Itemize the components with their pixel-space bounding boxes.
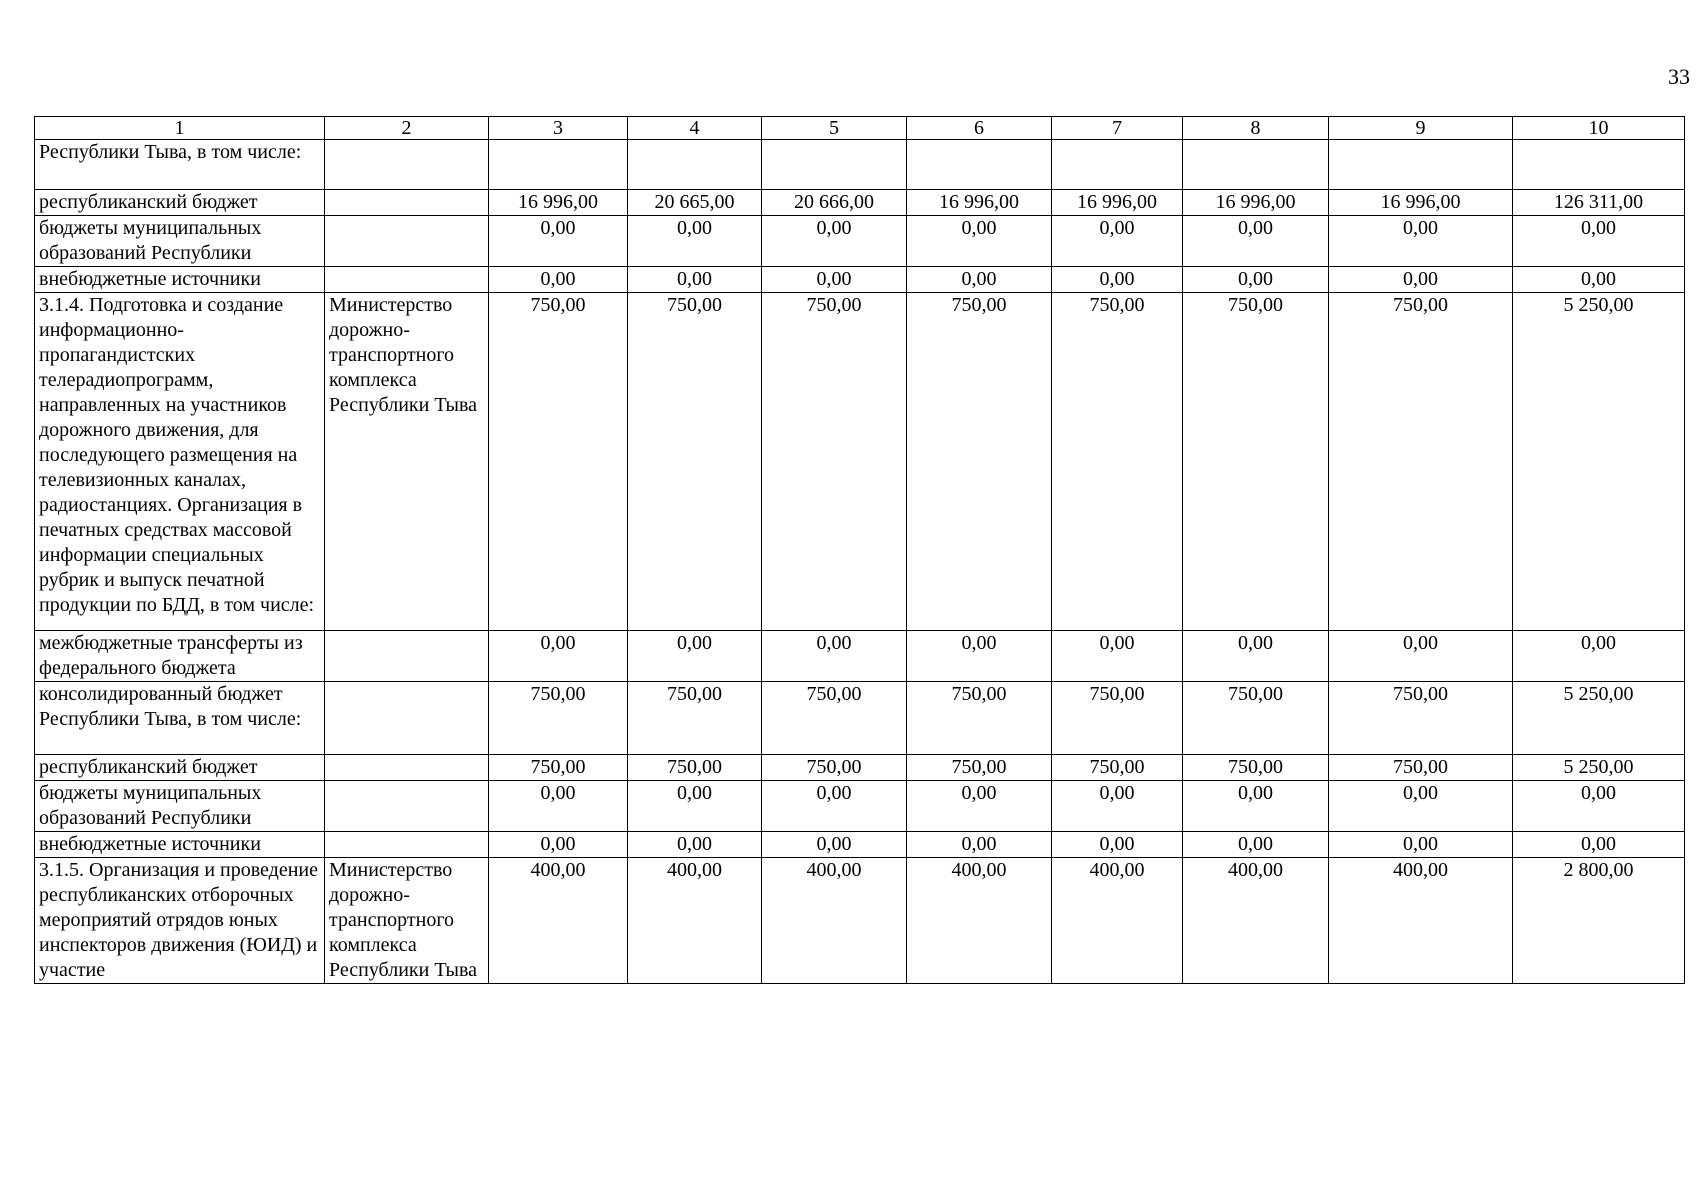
value-cell — [1183, 140, 1329, 190]
value-cell: 750,00 — [628, 293, 762, 631]
row-label: бюджеты муниципальных образований Республики — [35, 216, 325, 267]
responsible-executor — [325, 190, 489, 216]
value-cell — [1513, 140, 1685, 190]
value-cell: 750,00 — [762, 682, 907, 755]
page-number: 33 — [1668, 64, 1690, 89]
value-cell: 750,00 — [907, 682, 1052, 755]
value-cell: 750,00 — [628, 755, 762, 781]
value-cell: 0,00 — [1183, 267, 1329, 293]
table-row — [35, 682, 1685, 755]
value-cell: 5 250,00 — [1513, 755, 1685, 781]
table-row — [35, 190, 1685, 216]
value-cell: 0,00 — [907, 631, 1052, 682]
value-cell: 750,00 — [1329, 755, 1513, 781]
value-cell: 16 996,00 — [1052, 190, 1183, 216]
value-cell: 0,00 — [1183, 631, 1329, 682]
responsible-executor — [325, 267, 489, 293]
column-header: 2 — [325, 117, 489, 140]
value-cell: 750,00 — [1183, 293, 1329, 631]
value-cell: 16 996,00 — [907, 190, 1052, 216]
value-cell: 750,00 — [628, 682, 762, 755]
value-cell: 750,00 — [907, 293, 1052, 631]
value-cell: 400,00 — [489, 858, 628, 984]
value-cell: 0,00 — [1329, 216, 1513, 267]
value-cell: 0,00 — [1183, 781, 1329, 832]
row-label: консолидированный бюджет Республики Тыва, в том числе: — [35, 682, 325, 755]
value-cell: 126 311,00 — [1513, 190, 1685, 216]
value-cell: 0,00 — [1513, 832, 1685, 858]
value-cell — [1052, 140, 1183, 190]
header-row — [35, 117, 1685, 140]
value-cell: 0,00 — [907, 832, 1052, 858]
value-cell: 16 996,00 — [489, 190, 628, 216]
value-cell: 750,00 — [489, 755, 628, 781]
value-cell: 0,00 — [1329, 832, 1513, 858]
value-cell: 0,00 — [628, 216, 762, 267]
value-cell: 0,00 — [907, 781, 1052, 832]
value-cell: 0,00 — [1513, 216, 1685, 267]
table-row — [35, 781, 1685, 832]
column-header: 4 — [628, 117, 762, 140]
value-cell: 0,00 — [762, 267, 907, 293]
value-cell: 0,00 — [489, 832, 628, 858]
value-cell: 0,00 — [489, 267, 628, 293]
value-cell: 750,00 — [762, 755, 907, 781]
value-cell: 0,00 — [762, 832, 907, 858]
row-label: республиканский бюджет — [35, 755, 325, 781]
row-label: 3.1.4. Подготовка и создание информационно-пропагандистских телерадиопрограмм, направленных на участников дорожного движения, для последующего размещения на телевизионных каналах, радиостанциях. Организация в печатных средствах массовой информации специальных рубрик и выпуск печатной продукции по БДД, в том числе: — [35, 293, 325, 631]
value-cell: 0,00 — [762, 631, 907, 682]
value-cell: 750,00 — [1052, 682, 1183, 755]
table-row — [35, 216, 1685, 267]
value-cell: 2 800,00 — [1513, 858, 1685, 984]
value-cell: 0,00 — [1329, 267, 1513, 293]
value-cell: 750,00 — [1329, 293, 1513, 631]
table-row — [35, 755, 1685, 781]
value-cell: 0,00 — [1513, 631, 1685, 682]
value-cell: 750,00 — [907, 755, 1052, 781]
responsible-executor: Министерство дорожно-транспортного комплекса Республики Тыва — [325, 858, 489, 984]
value-cell: 400,00 — [1052, 858, 1183, 984]
value-cell: 0,00 — [489, 781, 628, 832]
value-cell — [489, 140, 628, 190]
responsible-executor — [325, 631, 489, 682]
value-cell: 0,00 — [628, 832, 762, 858]
value-cell: 0,00 — [1052, 267, 1183, 293]
value-cell: 0,00 — [1052, 781, 1183, 832]
responsible-executor — [325, 216, 489, 267]
value-cell: 0,00 — [628, 267, 762, 293]
value-cell: 750,00 — [762, 293, 907, 631]
value-cell: 400,00 — [628, 858, 762, 984]
responsible-executor — [325, 832, 489, 858]
row-label: 3.1.5. Организация и проведение республиканских отборочных мероприятий отрядов юных инспекторов движения (ЮИД) и участие — [35, 858, 325, 984]
value-cell: 5 250,00 — [1513, 293, 1685, 631]
value-cell: 0,00 — [1513, 781, 1685, 832]
value-cell: 20 665,00 — [628, 190, 762, 216]
value-cell: 0,00 — [1183, 832, 1329, 858]
value-cell — [907, 140, 1052, 190]
table-row — [35, 267, 1685, 293]
budget-table — [34, 116, 1685, 984]
table-row — [35, 832, 1685, 858]
column-header: 6 — [907, 117, 1052, 140]
value-cell: 0,00 — [762, 216, 907, 267]
value-cell: 400,00 — [762, 858, 907, 984]
value-cell: 750,00 — [1183, 755, 1329, 781]
column-header: 10 — [1513, 117, 1685, 140]
value-cell: 0,00 — [1329, 631, 1513, 682]
value-cell: 20 666,00 — [762, 190, 907, 216]
value-cell: 750,00 — [1329, 682, 1513, 755]
table-row — [35, 858, 1685, 984]
responsible-executor: Министерство дорожно-транспортного комплекса Республики Тыва — [325, 293, 489, 631]
value-cell: 0,00 — [489, 631, 628, 682]
row-label: бюджеты муниципальных образований Республики — [35, 781, 325, 832]
value-cell — [762, 140, 907, 190]
column-header: 1 — [35, 117, 325, 140]
row-label: внебюджетные источники — [35, 267, 325, 293]
value-cell: 400,00 — [1183, 858, 1329, 984]
row-label: Республики Тыва, в том числе: — [35, 140, 325, 190]
value-cell: 0,00 — [907, 267, 1052, 293]
value-cell: 5 250,00 — [1513, 682, 1685, 755]
table-row — [35, 293, 1685, 631]
value-cell: 0,00 — [628, 781, 762, 832]
value-cell: 0,00 — [907, 216, 1052, 267]
value-cell: 0,00 — [1052, 832, 1183, 858]
value-cell: 0,00 — [1329, 781, 1513, 832]
value-cell: 400,00 — [1329, 858, 1513, 984]
row-label: республиканский бюджет — [35, 190, 325, 216]
value-cell: 0,00 — [1052, 631, 1183, 682]
table-body — [35, 117, 1685, 984]
value-cell: 0,00 — [762, 781, 907, 832]
responsible-executor — [325, 755, 489, 781]
value-cell — [628, 140, 762, 190]
value-cell: 0,00 — [1052, 216, 1183, 267]
responsible-executor — [325, 682, 489, 755]
column-header: 7 — [1052, 117, 1183, 140]
value-cell: 0,00 — [628, 631, 762, 682]
column-header: 8 — [1183, 117, 1329, 140]
value-cell: 16 996,00 — [1183, 190, 1329, 216]
value-cell: 400,00 — [907, 858, 1052, 984]
table-row — [35, 140, 1685, 190]
value-cell: 16 996,00 — [1329, 190, 1513, 216]
responsible-executor — [325, 781, 489, 832]
value-cell: 0,00 — [1513, 267, 1685, 293]
value-cell — [1329, 140, 1513, 190]
row-label: межбюджетные трансферты из федерального бюджета — [35, 631, 325, 682]
value-cell: 0,00 — [1183, 216, 1329, 267]
value-cell: 750,00 — [1052, 755, 1183, 781]
value-cell: 750,00 — [489, 682, 628, 755]
value-cell: 0,00 — [489, 216, 628, 267]
value-cell: 750,00 — [489, 293, 628, 631]
column-header: 3 — [489, 117, 628, 140]
value-cell: 750,00 — [1052, 293, 1183, 631]
column-header: 9 — [1329, 117, 1513, 140]
column-header: 5 — [762, 117, 907, 140]
table-row — [35, 631, 1685, 682]
row-label: внебюджетные источники — [35, 832, 325, 858]
value-cell: 750,00 — [1183, 682, 1329, 755]
responsible-executor — [325, 140, 489, 190]
